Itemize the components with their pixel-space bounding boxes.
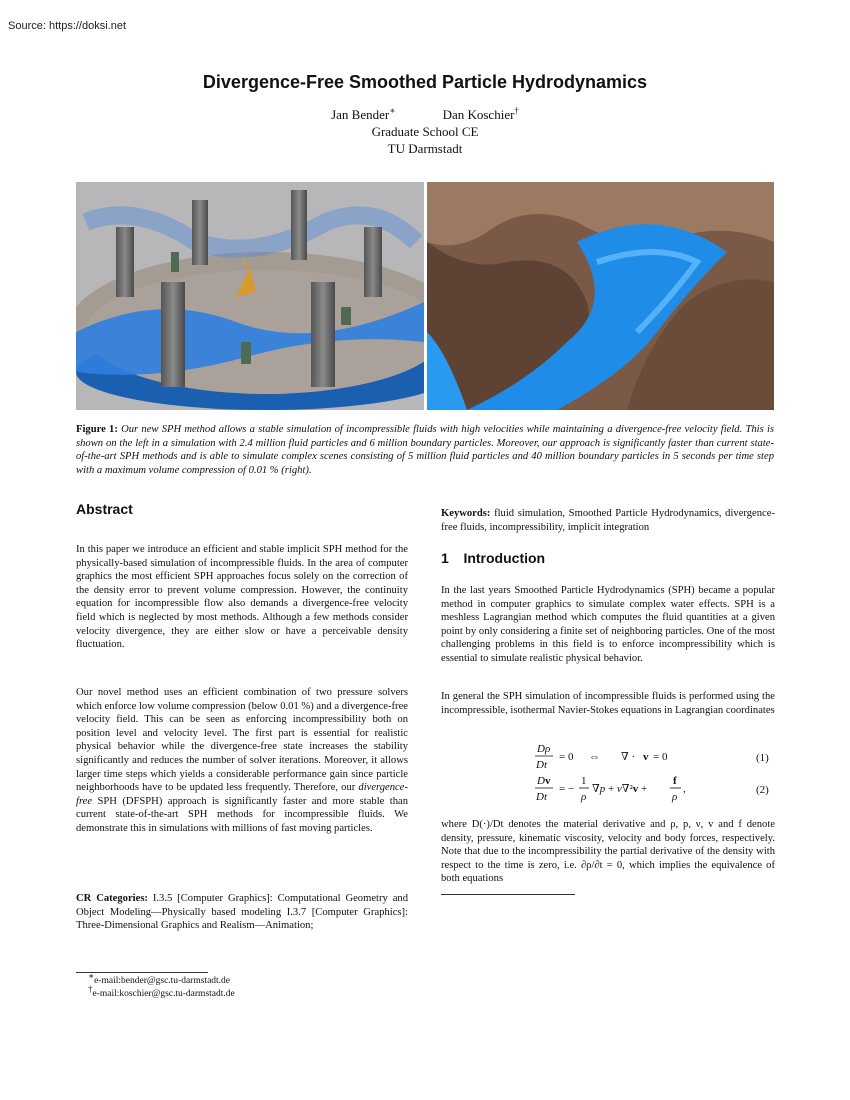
author-2: Dan Koschier† (442, 105, 519, 122)
intro-paragraph-3: where D(·)/Dt denotes the material derivative and ρ, p, ν, v and f denote density, pressure, kinematic viscosity, velocity and body forces, respectively. Note that due to the incompressibility the partial derivative of the density with respect to the time is zero, i.e. ∂ρ/∂t = 0, which implies the equivalence of both equations (441, 819, 775, 885)
svg-text:= 0: = 0 (653, 751, 668, 763)
cr-label: CR Categories: (76, 893, 148, 904)
paper-title: Divergence-Free Smoothed Particle Hydrodynamics (202, 72, 648, 92)
figure-right-image (427, 182, 774, 410)
keywords-label: Keywords: (441, 508, 491, 519)
intro-heading (441, 552, 775, 568)
svg-text:∇p + ν∇²v +: ∇p + ν∇²v + (592, 783, 648, 795)
svg-text:ρ: ρ (581, 791, 587, 803)
svg-text:⇔: ⇔ (589, 751, 600, 763)
abstract-p2-part-b: SPH (DFSPH) approach is significantly faster and more stable than current state-of-the-art SPH methods for incompressible fluids. We demonstrate this in simulations with millions of fast moving particles. (76, 795, 408, 834)
navier-stokes-equations (441, 738, 775, 808)
intro-paragraph-1: In the last years Smoothed Particle Hydrodynamics (SPH) became a popular method in computer graphics to simulate complex water effects. SPH is a meshless Lagrangian method which computes the fluid quantities at a given point by only considering a finite set of neighboring particles. One of the most challenging problems in this field is to enforce incompressibility which is essential to simulate realistic physical behavior. (441, 585, 775, 664)
author-block (0, 106, 850, 157)
figure-caption (76, 423, 774, 477)
abstract-section (76, 503, 408, 517)
right-footnote-rule (441, 894, 575, 895)
figure-label: Figure 1: (76, 424, 118, 435)
source-line: Source: https://doksi.net (8, 20, 127, 32)
equation-1-number: (1) (756, 752, 769, 764)
svg-text:Dt: Dt (536, 791, 547, 803)
equations (441, 738, 775, 808)
svg-text:Dt: Dt (536, 759, 547, 771)
svg-text:v: v (643, 751, 649, 763)
equation-2-number: (2) (756, 784, 769, 796)
abstract-paragraph-2 (76, 686, 408, 836)
keywords (441, 507, 775, 534)
svg-text:∇ ·: ∇ · (621, 751, 636, 763)
author-1: Jan Bender∗ (331, 105, 396, 122)
affiliation-1: Graduate School CE (371, 124, 479, 139)
abstract-p2-emphasis: divergence-free (76, 782, 408, 807)
figure-caption-text: Our new SPH method allows a stable simulation of incompressible fluids with high velocities while maintaining a divergence-free velocity field. This is shown on the left in a simulation with 2.4 million fluid particles and 6 million boundary particles. Moreover, our approach is significantly faster than current state-of-the-art SPH methods and is able to simulate complex scenes consisting of 5 million fluid particles and 40 million boundary particles in 5 seconds per time step with a maximum volume compression of 0.01 % (right). (76, 424, 775, 476)
abstract-paragraph-1: In this paper we introduce an efficient and stable implicit SPH method for the physically-based simulation of incompressible fluids. In the area of computer graphics the most efficient SPH approaches focus solely on the correction of the density error to prevent volume compression. However, the continuity equation for incompressible flow also demands a divergence-free velocity field which is neglected by most methods. Although a few methods consider velocity divergence, they are either slow or have a perceivable density fluctuation. (76, 544, 408, 651)
abstract-p2-part-a: Our novel method uses an efficient combination of two pressure solvers which enforce low volume compression (below 0.01 %) and a divergence-free velocity field. This can be seen as enforcing incompressibility both on position level and velocity level. The first part is essential for realistic physical behavior while the divergence-free state increases the stability significantly and reduces the number of solver iterations. Moreover, it allows larger time steps which yields a considerable performance gain since particle neighborhoods have to be updated less frequently. Therefore, our (76, 687, 408, 794)
figure-left-image (76, 182, 424, 410)
cr-text: I.3.5 [Computer Graphics]: Computational Geometry and Object Modeling—Physically based modeling I.3.7 [Computer Graphics]: Three-Dimensional Graphics and Realism—Animation; (76, 893, 408, 932)
keywords-text: fluid simulation, Smoothed Particle Hydrodynamics, divergence-free fluids, incompressibility, implicit integration (441, 508, 775, 533)
abstract-heading: Abstract (76, 501, 133, 517)
svg-text:Dv: Dv (537, 775, 551, 787)
footnote-2: †e-mail:koschier@gsc.tu-darmstadt.de (88, 983, 235, 999)
affiliation-2: TU Darmstadt (387, 141, 463, 156)
footnotes (88, 970, 408, 1001)
temple-fluid-render (76, 182, 424, 410)
intro-heading-number: 1 (441, 550, 449, 566)
intro-paragraph-2: In general the SPH simulation of incompressible fluids is performed using the incompressible, isothermal Navier-Stokes equations in Lagrangian coordinates (441, 691, 775, 716)
svg-text:Dρ: Dρ (537, 743, 551, 755)
author-names (0, 106, 850, 123)
svg-text:= −: = − (559, 783, 575, 795)
svg-text:f: f (673, 775, 677, 787)
svg-text:,: , (683, 783, 686, 795)
intro-heading-text: Introduction (463, 550, 546, 566)
footnote-rule (76, 972, 208, 973)
svg-text:1: 1 (581, 775, 587, 787)
svg-text:= 0: = 0 (559, 751, 574, 763)
svg-text:ρ: ρ (672, 791, 678, 803)
canyon-fluid-render (427, 182, 774, 410)
cr-categories (76, 892, 408, 933)
footnote-1: ∗e-mail:bender@gsc.tu-darmstadt.de (88, 970, 231, 986)
